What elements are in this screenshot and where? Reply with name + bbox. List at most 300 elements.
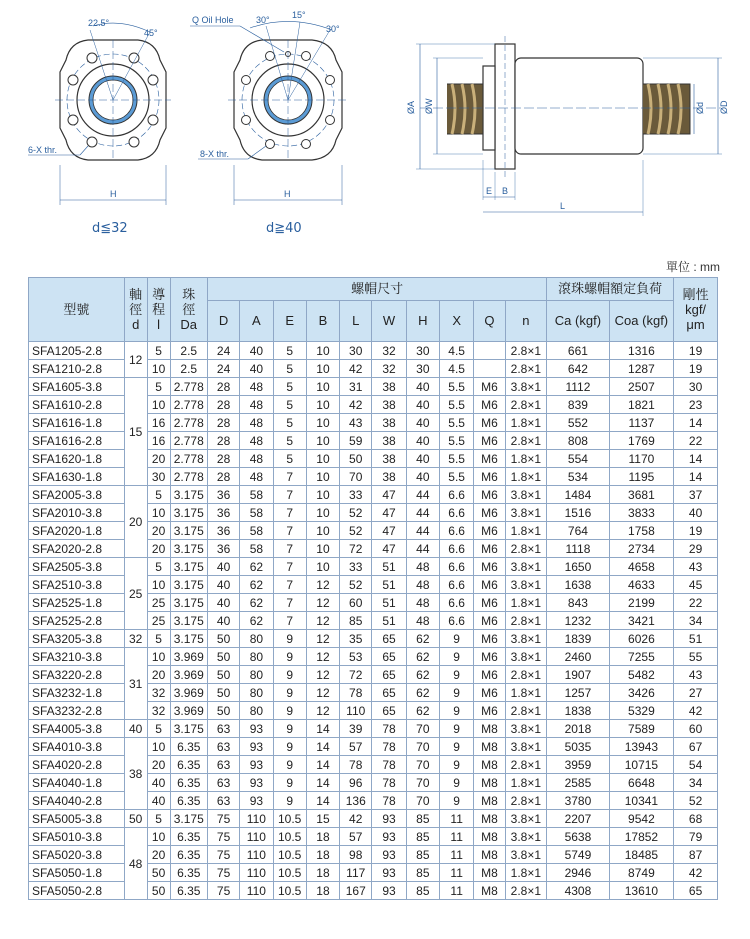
cell-value: 10715 (609, 756, 674, 774)
cell-model: SFA1610-2.8 (29, 396, 125, 414)
label-dia-d-small: Ød (695, 101, 705, 114)
cell-value: M6 (474, 504, 505, 522)
cell-value: 34 (674, 774, 718, 792)
cell-value: 1.8×1 (505, 594, 547, 612)
cell-value: 3.175 (170, 558, 207, 576)
cell-value: 48 (240, 414, 273, 432)
table-row (29, 378, 718, 396)
cell-value: 78 (372, 738, 406, 756)
cell-value: 6.35 (170, 756, 207, 774)
cell-shaft-dia: 38 (124, 738, 147, 810)
cell-value: 10 (147, 576, 170, 594)
cell-value: 5.5 (439, 468, 473, 486)
angle-label-22-5: 22.5° (88, 18, 110, 28)
cell-value: 3.8×1 (505, 810, 547, 828)
cell-value: 3.175 (170, 612, 207, 630)
ball-screw-spec-table (28, 277, 718, 900)
cell-value: 10 (147, 360, 170, 378)
cell-value: 48 (240, 396, 273, 414)
cell-value: 20 (147, 522, 170, 540)
cell-value: 7255 (609, 648, 674, 666)
cell-value: 28 (207, 432, 239, 450)
cell-value: 63 (207, 756, 239, 774)
cell-model: SFA5005-3.8 (29, 810, 125, 828)
cell-value: 9 (273, 756, 306, 774)
cell-value: 15 (306, 810, 339, 828)
cell-value: 48 (240, 450, 273, 468)
cell-value: 40 (674, 504, 718, 522)
cell-model: SFA2525-1.8 (29, 594, 125, 612)
cell-value: 2.8×1 (505, 882, 547, 900)
cell-value: 5 (147, 630, 170, 648)
cell-value: 16 (147, 414, 170, 432)
cell-value: 2.5 (170, 342, 207, 360)
cell-value: 1516 (547, 504, 609, 522)
cell-value: M6 (474, 414, 505, 432)
cell-value: 48 (240, 378, 273, 396)
cell-value: 48 (240, 432, 273, 450)
cell-value: 6.35 (170, 774, 207, 792)
cell-value: 4.5 (439, 342, 473, 360)
cell-model: SFA3232-2.8 (29, 702, 125, 720)
cell-value: 3.969 (170, 648, 207, 666)
cell-value: 6.35 (170, 792, 207, 810)
cell-value: 7 (273, 576, 306, 594)
cell-value: M8 (474, 738, 505, 756)
cell-value: 96 (340, 774, 372, 792)
cell-value: 65 (372, 648, 406, 666)
cell-value: 843 (547, 594, 609, 612)
cell-value: 2.778 (170, 378, 207, 396)
cell-value: 3.8×1 (505, 738, 547, 756)
cell-model: SFA3210-3.8 (29, 648, 125, 666)
cell-value: 3.8×1 (505, 504, 547, 522)
cell-value: M6 (474, 378, 505, 396)
cell-value: 10 (306, 486, 339, 504)
table-row (29, 828, 718, 846)
cell-value: 5329 (609, 702, 674, 720)
cell-value: M6 (474, 612, 505, 630)
cell-value: 2.8×1 (505, 702, 547, 720)
cell-value: 19 (674, 522, 718, 540)
table-row (29, 810, 718, 828)
header-A: A (240, 301, 273, 342)
cell-model: SFA2510-3.8 (29, 576, 125, 594)
cell-value: 10 (306, 450, 339, 468)
cell-value: 75 (207, 846, 239, 864)
cell-value: M8 (474, 774, 505, 792)
cell-value: 3.175 (170, 522, 207, 540)
cell-value: 42 (674, 702, 718, 720)
cell-value: 9 (273, 774, 306, 792)
cell-value: 6.35 (170, 882, 207, 900)
label-dia-w: ØW (424, 98, 434, 114)
flange-drawing-large (190, 10, 348, 236)
cell-value: 62 (406, 666, 439, 684)
cell-value: 2.8×1 (505, 792, 547, 810)
cell-value: 47 (372, 522, 406, 540)
cell-value: 48 (406, 612, 439, 630)
cell-value: 30 (406, 360, 439, 378)
cell-value: 1.8×1 (505, 468, 547, 486)
cell-value: 78 (372, 720, 406, 738)
cell-value: 3681 (609, 486, 674, 504)
cell-value: 110 (240, 864, 273, 882)
cell-value: M8 (474, 792, 505, 810)
cell-value: 18 (306, 882, 339, 900)
cell-value: 9 (273, 702, 306, 720)
cell-value: 117 (340, 864, 372, 882)
cell-value: 40 (207, 612, 239, 630)
cell-value: 2460 (547, 648, 609, 666)
cell-value: 32 (372, 342, 406, 360)
cell-value: 85 (406, 864, 439, 882)
header-W: W (372, 301, 406, 342)
cell-value: M6 (474, 576, 505, 594)
cell-value: 2.778 (170, 396, 207, 414)
cell-value: 63 (207, 792, 239, 810)
cell-value: 3421 (609, 612, 674, 630)
cell-value: 47 (372, 486, 406, 504)
cell-value: 70 (406, 738, 439, 756)
cell-value: 51 (372, 558, 406, 576)
header-shaft-dia (124, 278, 147, 342)
cell-value: 80 (240, 684, 273, 702)
cell-value: 50 (207, 648, 239, 666)
cell-value: 70 (406, 720, 439, 738)
cell-value: 14 (306, 774, 339, 792)
cell-value: 75 (207, 882, 239, 900)
cell-value: 10 (306, 558, 339, 576)
cell-value: 1316 (609, 342, 674, 360)
cell-value: 14 (306, 738, 339, 756)
cell-value: 10 (147, 648, 170, 666)
cell-value: 554 (547, 450, 609, 468)
cell-value: 5.5 (439, 396, 473, 414)
cell-value: 1257 (547, 684, 609, 702)
cell-value: 3.175 (170, 504, 207, 522)
cell-value: 11 (439, 828, 473, 846)
cell-value: 8749 (609, 864, 674, 882)
cell-value: 57 (340, 738, 372, 756)
cell-value: 7 (273, 468, 306, 486)
cell-value: 22 (674, 594, 718, 612)
table-row (29, 738, 718, 756)
cell-model: SFA2010-3.8 (29, 504, 125, 522)
cell-value: 1.8×1 (505, 774, 547, 792)
cell-value: 38 (372, 450, 406, 468)
cell-value: M6 (474, 522, 505, 540)
cell-model: SFA2020-1.8 (29, 522, 125, 540)
cell-value: 29 (674, 540, 718, 558)
cell-value: 70 (406, 792, 439, 810)
header-ball-dia (170, 278, 207, 342)
header-L: L (340, 301, 372, 342)
cell-value: 12 (306, 666, 339, 684)
cell-value: 32 (147, 702, 170, 720)
cell-shaft-dia: 40 (124, 720, 147, 738)
cell-value: 3.8×1 (505, 846, 547, 864)
cell-value: 9 (273, 648, 306, 666)
cell-value: 3.8×1 (505, 720, 547, 738)
cell-value: 2.778 (170, 450, 207, 468)
cell-value: 5482 (609, 666, 674, 684)
cell-value: 4658 (609, 558, 674, 576)
cell-value: M6 (474, 432, 505, 450)
cell-value: 3.8×1 (505, 558, 547, 576)
cell-value: 10.5 (273, 810, 306, 828)
header-E: E (273, 301, 306, 342)
cell-value: 48 (406, 594, 439, 612)
cell-value: 80 (240, 702, 273, 720)
cell-value: 10 (147, 396, 170, 414)
cell-value: 62 (240, 576, 273, 594)
cell-value: 14 (306, 792, 339, 810)
cell-value: 85 (406, 882, 439, 900)
cell-value: 1.8×1 (505, 522, 547, 540)
cell-model: SFA1605-3.8 (29, 378, 125, 396)
cell-value: 75 (207, 828, 239, 846)
cell-value: 2507 (609, 378, 674, 396)
cell-model: SFA5050-1.8 (29, 864, 125, 882)
cell-value: 28 (207, 378, 239, 396)
cell-value: 4.5 (439, 360, 473, 378)
cell-value: 85 (406, 846, 439, 864)
cell-value: 93 (372, 864, 406, 882)
cell-value: 764 (547, 522, 609, 540)
table-row (29, 342, 718, 360)
cell-value: 43 (674, 558, 718, 576)
cell-model: SFA1210-2.8 (29, 360, 125, 378)
cell-value: 9 (439, 702, 473, 720)
cell-value: 65 (674, 882, 718, 900)
cell-value: 65 (372, 702, 406, 720)
cell-value: 3.8×1 (505, 486, 547, 504)
cell-value: 40 (207, 558, 239, 576)
cell-value: 2946 (547, 864, 609, 882)
cell-value: 2199 (609, 594, 674, 612)
cell-value: 3.969 (170, 702, 207, 720)
cell-value: 110 (240, 810, 273, 828)
cell-value: 20 (147, 666, 170, 684)
cell-value: 5 (147, 810, 170, 828)
cell-value: 2.778 (170, 468, 207, 486)
cell-value: 10 (147, 504, 170, 522)
cell-value: M8 (474, 864, 505, 882)
cell-value: 87 (674, 846, 718, 864)
cell-value: 58 (240, 540, 273, 558)
cell-value: 3.175 (170, 594, 207, 612)
header-stiffness-text: 剛性 kgf/ μm (682, 287, 709, 332)
cell-value: 3.175 (170, 486, 207, 504)
cell-value: 40 (406, 432, 439, 450)
cell-value: 47 (372, 504, 406, 522)
cell-value: 2734 (609, 540, 674, 558)
cell-value: 6.6 (439, 486, 473, 504)
cell-value: 78 (340, 756, 372, 774)
cell-value: 18 (306, 828, 339, 846)
cell-value: 1.8×1 (505, 864, 547, 882)
cell-value: 9 (439, 792, 473, 810)
cell-value: 10.5 (273, 828, 306, 846)
cell-value: 110 (240, 828, 273, 846)
cell-value: 40 (240, 342, 273, 360)
cell-value: 808 (547, 432, 609, 450)
label-l: L (560, 201, 566, 211)
cell-value: 3780 (547, 792, 609, 810)
cell-value: 10 (306, 432, 339, 450)
cell-value: M6 (474, 702, 505, 720)
cell-value: 79 (674, 828, 718, 846)
cell-value: 40 (406, 378, 439, 396)
cell-shaft-dia: 50 (124, 810, 147, 828)
cell-value: 5 (147, 486, 170, 504)
cell-value: 5 (273, 342, 306, 360)
cell-value: 47 (372, 540, 406, 558)
cell-value: 13943 (609, 738, 674, 756)
header-rated-load: 滾珠螺帽額定負荷 (547, 278, 674, 301)
cell-value: 9 (273, 666, 306, 684)
cell-value: 5 (273, 396, 306, 414)
cell-value: 36 (207, 540, 239, 558)
header-B: B (306, 301, 339, 342)
cell-value: 23 (674, 396, 718, 414)
cell-shaft-dia: 12 (124, 342, 147, 378)
cell-value: 72 (340, 666, 372, 684)
dim-h-label: H (110, 189, 117, 199)
cell-value: M6 (474, 486, 505, 504)
cell-value: 33 (340, 486, 372, 504)
cell-value: 110 (240, 882, 273, 900)
cell-model: SFA1616-2.8 (29, 432, 125, 450)
cell-value: 65 (372, 630, 406, 648)
cell-value: 5749 (547, 846, 609, 864)
cell-value: 58 (240, 522, 273, 540)
cell-value: 10 (306, 540, 339, 558)
cell-value: 10 (306, 378, 339, 396)
cell-value: 5 (147, 558, 170, 576)
cell-value: 38 (372, 396, 406, 414)
cell-value: 59 (340, 432, 372, 450)
cell-value: 20 (147, 450, 170, 468)
header-n: n (505, 301, 547, 342)
caption-large: d≧40 (266, 221, 302, 236)
cell-value: 5.5 (439, 450, 473, 468)
cell-value: 1907 (547, 666, 609, 684)
cell-value: 3.175 (170, 810, 207, 828)
technical-drawings (0, 0, 750, 250)
cell-value: 7589 (609, 720, 674, 738)
cell-value: 3.8×1 (505, 630, 547, 648)
cell-value: M6 (474, 684, 505, 702)
cell-value: 62 (406, 648, 439, 666)
cell-shaft-dia: 48 (124, 828, 147, 900)
cell-value: 2585 (547, 774, 609, 792)
cell-value: 1838 (547, 702, 609, 720)
cell-value: 2.8×1 (505, 612, 547, 630)
cell-value: 3.175 (170, 540, 207, 558)
cell-value: 11 (439, 810, 473, 828)
cell-value: 9 (439, 630, 473, 648)
cell-value: 10 (306, 342, 339, 360)
cell-shaft-dia: 20 (124, 486, 147, 558)
cell-value: 2.8×1 (505, 396, 547, 414)
cell-value: 9 (273, 738, 306, 756)
cell-value: M8 (474, 756, 505, 774)
cell-value: 12 (306, 630, 339, 648)
cell-value: 65 (372, 666, 406, 684)
cell-value: 30 (147, 468, 170, 486)
cell-value: 3833 (609, 504, 674, 522)
cell-value: 52 (340, 576, 372, 594)
cell-value: 40 (240, 360, 273, 378)
cell-value: 136 (340, 792, 372, 810)
cell-value: 5 (273, 432, 306, 450)
cell-value: 11 (439, 846, 473, 864)
cell-value: 7 (273, 612, 306, 630)
cell-value: 43 (674, 666, 718, 684)
cell-value: M6 (474, 630, 505, 648)
cell-value: 37 (674, 486, 718, 504)
cell-value: 38 (372, 378, 406, 396)
cell-model: SFA5010-3.8 (29, 828, 125, 846)
cell-shaft-dia: 31 (124, 648, 147, 720)
cell-value: 9 (273, 720, 306, 738)
cell-value: 2.778 (170, 432, 207, 450)
cell-shaft-dia: 32 (124, 630, 147, 648)
cell-value: 839 (547, 396, 609, 414)
cell-value: 6.6 (439, 540, 473, 558)
cell-value: 63 (207, 738, 239, 756)
cell-value: 51 (674, 630, 718, 648)
cell-value: 7 (273, 558, 306, 576)
cell-value: 55 (674, 648, 718, 666)
cell-value: 78 (372, 792, 406, 810)
cell-value: 6.35 (170, 828, 207, 846)
cell-value: 78 (372, 774, 406, 792)
cell-value: 3.8×1 (505, 378, 547, 396)
cell-value: 25 (147, 612, 170, 630)
cell-value: 93 (372, 810, 406, 828)
cell-value: 36 (207, 504, 239, 522)
cell-value: 10 (306, 414, 339, 432)
cell-value: 1839 (547, 630, 609, 648)
cell-value: 5 (147, 378, 170, 396)
cell-value: 25 (147, 594, 170, 612)
cell-value: 12 (306, 648, 339, 666)
cell-value: 32 (147, 684, 170, 702)
cell-value: 85 (406, 810, 439, 828)
cell-value: 35 (340, 630, 372, 648)
cell-value: 50 (207, 702, 239, 720)
cell-model: SFA2020-2.8 (29, 540, 125, 558)
cell-value: 32 (372, 360, 406, 378)
cell-shaft-dia: 25 (124, 558, 147, 630)
cell-value: 16 (147, 432, 170, 450)
cell-value: 51 (372, 612, 406, 630)
cell-value: 1.8×1 (505, 414, 547, 432)
cell-value: 1821 (609, 396, 674, 414)
cell-value: 38 (372, 432, 406, 450)
cell-value: 42 (340, 360, 372, 378)
cell-value: 1.8×1 (505, 684, 547, 702)
cell-value: M6 (474, 468, 505, 486)
table-row (29, 630, 718, 648)
cell-value: 62 (240, 558, 273, 576)
cell-value: 3.8×1 (505, 828, 547, 846)
header-coa: Coa (kgf) (609, 301, 674, 342)
cell-model: SFA4040-1.8 (29, 774, 125, 792)
